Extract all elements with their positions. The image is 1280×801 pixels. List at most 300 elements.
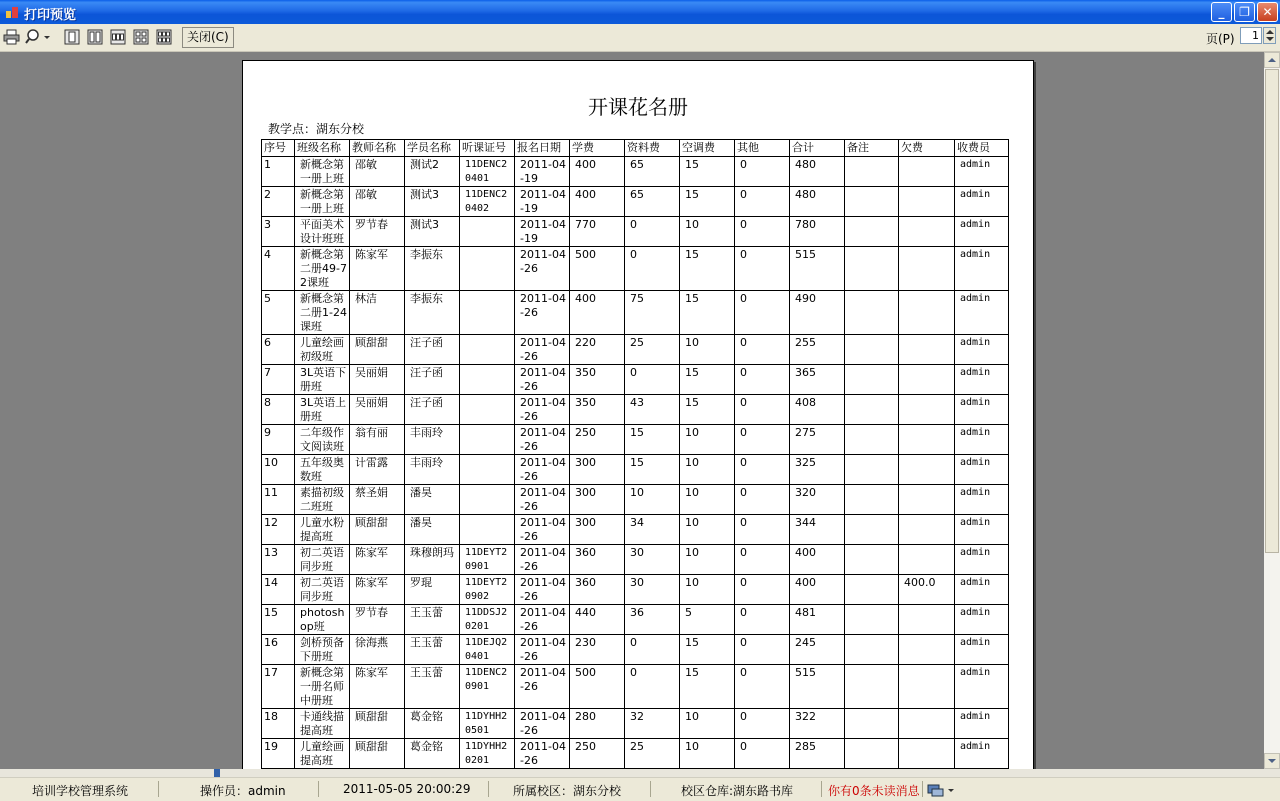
table-cell: [845, 739, 899, 769]
table-cell: 0: [735, 395, 790, 425]
table-cell: [845, 515, 899, 545]
table-cell: 0: [735, 635, 790, 665]
table-cell: 新概念第一册上班: [295, 157, 350, 187]
table-cell: admin: [955, 425, 1009, 455]
table-cell: 儿童水粉提高班: [295, 515, 350, 545]
table-cell: 2011-04-26: [515, 365, 570, 395]
table-cell: 罗节春: [350, 217, 405, 247]
system-name: 培训学校管理系统: [32, 784, 129, 798]
table-cell: 3L英语下册班: [295, 365, 350, 395]
table-cell: 翁有丽: [350, 425, 405, 455]
table-cell: 新概念第一册上班: [295, 187, 350, 217]
table-cell: [845, 635, 899, 665]
table-cell: 480: [790, 187, 845, 217]
table-cell: 0: [625, 365, 680, 395]
table-cell: admin: [955, 665, 1009, 709]
close-preview-button[interactable]: 关闭(C): [182, 27, 234, 48]
table-cell: 11: [262, 485, 295, 515]
table-cell: 剑桥预备下册班: [295, 635, 350, 665]
table-cell: 蔡圣娟: [350, 485, 405, 515]
table-cell: 8: [262, 395, 295, 425]
table-cell: admin: [955, 545, 1009, 575]
table-cell: 350: [570, 365, 625, 395]
teaching-site-label: 教学点：湖东分校: [268, 122, 365, 136]
column-header: 报名日期: [515, 140, 570, 157]
table-cell: [460, 425, 515, 455]
table-cell: 汪子函: [405, 335, 460, 365]
table-cell: 2011-04-26: [515, 545, 570, 575]
three-pages-icon[interactable]: [110, 29, 126, 45]
document-title: 开课花名册: [588, 95, 688, 119]
table-cell: 25: [625, 739, 680, 769]
table-cell: [845, 575, 899, 605]
table-cell: 11DENC20401: [460, 157, 515, 187]
table-cell: 515: [790, 247, 845, 291]
table-cell: 43: [625, 395, 680, 425]
table-cell: [845, 605, 899, 635]
table-cell: 0: [625, 665, 680, 709]
table-cell: [899, 485, 955, 515]
table-cell: [899, 157, 955, 187]
table-cell: 2011-04-26: [515, 635, 570, 665]
maximize-button[interactable]: ❐: [1234, 2, 1255, 22]
table-cell: 2011-04-26: [515, 335, 570, 365]
table-cell: photoshop班: [295, 605, 350, 635]
table-cell: [845, 247, 899, 291]
table-cell: 10: [680, 485, 735, 515]
table-cell: 18: [262, 709, 295, 739]
table-cell: 344: [790, 515, 845, 545]
table-cell: 10: [680, 335, 735, 365]
scroll-down-button[interactable]: [1264, 753, 1280, 769]
one-page-icon[interactable]: [64, 29, 80, 45]
table-row: [262, 291, 1009, 335]
scroll-up-button[interactable]: [1264, 52, 1280, 68]
table-cell: 350: [570, 395, 625, 425]
table-cell: [899, 291, 955, 335]
table-cell: 2011-04-26: [515, 291, 570, 335]
close-window-button[interactable]: ✕: [1257, 2, 1278, 22]
unread-messages-link[interactable]: 你有0条未读消息: [828, 784, 920, 798]
page-label: 页(P): [1206, 32, 1235, 46]
scrollbar-thumb[interactable]: [1265, 69, 1279, 553]
column-header: 空调费: [680, 140, 735, 157]
table-cell: 罗节春: [350, 605, 405, 635]
table-cell: 邵敏: [350, 187, 405, 217]
preview-area: [0, 52, 1264, 769]
table-cell: 15: [680, 635, 735, 665]
table-cell: 0: [735, 605, 790, 635]
table-cell: 9: [262, 425, 295, 455]
table-cell: 19: [262, 739, 295, 769]
table-cell: 平面美术设计班班: [295, 217, 350, 247]
table-cell: 0: [735, 157, 790, 187]
table-cell: 250: [570, 739, 625, 769]
table-cell: 汪子函: [405, 365, 460, 395]
table-cell: 400: [570, 187, 625, 217]
table-cell: 0: [735, 515, 790, 545]
table-cell: admin: [955, 395, 1009, 425]
table-cell: 320: [790, 485, 845, 515]
table-cell: 11DYHH20201: [460, 739, 515, 769]
table-cell: 5: [680, 605, 735, 635]
app-icon: [5, 5, 19, 19]
table-cell: 0: [735, 365, 790, 395]
table-cell: 0: [735, 217, 790, 247]
table-cell: 葛金铭: [405, 709, 460, 739]
roster-table: [261, 139, 1009, 769]
table-cell: 15: [680, 395, 735, 425]
four-pages-icon[interactable]: [133, 29, 149, 45]
table-cell: 285: [790, 739, 845, 769]
table-row: [262, 335, 1009, 365]
table-cell: 潘昊: [405, 515, 460, 545]
table-cell: 11DENC20402: [460, 187, 515, 217]
table-cell: 2011-04-19: [515, 157, 570, 187]
table-cell: admin: [955, 709, 1009, 739]
table-cell: admin: [955, 635, 1009, 665]
column-header: 欠费: [899, 140, 955, 157]
table-cell: admin: [955, 485, 1009, 515]
table-cell: 五年级奥数班: [295, 455, 350, 485]
minimize-button[interactable]: _: [1211, 2, 1232, 22]
table-cell: 0: [735, 455, 790, 485]
table-cell: 吴丽娟: [350, 365, 405, 395]
table-cell: 2011-04-26: [515, 247, 570, 291]
horizontal-scroll-strip: [0, 769, 1280, 777]
chevron-up-icon: [1265, 53, 1279, 67]
column-header: 备注: [845, 140, 899, 157]
table-cell: 7: [262, 365, 295, 395]
zoom-icon[interactable]: [25, 29, 51, 45]
table-cell: admin: [955, 455, 1009, 485]
table-cell: 360: [570, 545, 625, 575]
table-cell: admin: [955, 247, 1009, 291]
table-row: [262, 709, 1009, 739]
table-cell: 10: [680, 709, 735, 739]
print-page: [242, 60, 1034, 769]
column-header: 其他: [735, 140, 790, 157]
table-cell: [899, 455, 955, 485]
page-stepper[interactable]: [1263, 27, 1276, 44]
table-cell: [845, 455, 899, 485]
table-cell: 陈家军: [350, 665, 405, 709]
table-cell: 0: [735, 485, 790, 515]
table-cell: 0: [735, 425, 790, 455]
table-cell: 6: [262, 335, 295, 365]
table-cell: 5: [262, 291, 295, 335]
table-cell: 14: [262, 575, 295, 605]
table-cell: 儿童绘画提高班: [295, 739, 350, 769]
table-cell: 10: [680, 455, 735, 485]
table-cell: 250: [570, 425, 625, 455]
table-cell: 2011-04-26: [515, 605, 570, 635]
table-row: [262, 605, 1009, 635]
stepper-down-icon[interactable]: [1266, 37, 1274, 41]
table-cell: 林洁: [350, 291, 405, 335]
table-cell: 王玉蕾: [405, 635, 460, 665]
table-cell: admin: [955, 217, 1009, 247]
table-cell: 275: [790, 425, 845, 455]
table-cell: 322: [790, 709, 845, 739]
table-cell: 10: [680, 217, 735, 247]
table-cell: 汪子函: [405, 395, 460, 425]
table-cell: 10: [680, 739, 735, 769]
table-row: [262, 425, 1009, 455]
table-cell: 儿童绘画初级班: [295, 335, 350, 365]
table-cell: [899, 187, 955, 217]
table-cell: 0: [735, 247, 790, 291]
six-pages-icon[interactable]: [156, 29, 172, 45]
table-cell: [460, 217, 515, 247]
table-cell: 0: [735, 575, 790, 605]
table-cell: 吴丽娟: [350, 395, 405, 425]
column-header: 学员名称: [405, 140, 460, 157]
table-cell: 2: [262, 187, 295, 217]
table-cell: 初二英语同步班: [295, 575, 350, 605]
table-cell: 360: [570, 575, 625, 605]
window-title: 打印预览: [24, 8, 77, 23]
table-cell: admin: [955, 365, 1009, 395]
table-cell: 2011-04-26: [515, 575, 570, 605]
table-cell: 11DEYT20902: [460, 575, 515, 605]
table-cell: [845, 217, 899, 247]
table-cell: admin: [955, 515, 1009, 545]
table-cell: 顾甜甜: [350, 709, 405, 739]
table-row: [262, 365, 1009, 395]
table-cell: 325: [790, 455, 845, 485]
table-cell: 400: [570, 157, 625, 187]
table-cell: 1: [262, 157, 295, 187]
table-cell: 12: [262, 515, 295, 545]
table-cell: 25: [625, 335, 680, 365]
table-cell: [845, 157, 899, 187]
table-cell: 300: [570, 485, 625, 515]
table-cell: 15: [680, 291, 735, 335]
table-cell: [845, 395, 899, 425]
table-cell: 10: [680, 545, 735, 575]
table-row: [262, 157, 1009, 187]
column-header: 资料费: [625, 140, 680, 157]
table-row: [262, 739, 1009, 769]
table-cell: 2011-04-26: [515, 665, 570, 709]
table-cell: 陈家军: [350, 575, 405, 605]
table-cell: [845, 665, 899, 709]
table-cell: 0: [735, 545, 790, 575]
table-cell: 王玉蕾: [405, 605, 460, 635]
table-cell: 计雷露: [350, 455, 405, 485]
table-cell: 300: [570, 455, 625, 485]
table-cell: 30: [625, 545, 680, 575]
column-header: 序号: [262, 140, 295, 157]
table-cell: 2011-04-19: [515, 217, 570, 247]
table-cell: 素描初级二班班: [295, 485, 350, 515]
column-header: 学费: [570, 140, 625, 157]
table-cell: 3L英语上册班: [295, 395, 350, 425]
table-cell: 新概念第二册1-24课班: [295, 291, 350, 335]
table-row: [262, 455, 1009, 485]
table-cell: admin: [955, 575, 1009, 605]
table-cell: 珠穆朗玛: [405, 545, 460, 575]
table-cell: 测试2: [405, 157, 460, 187]
table-cell: 490: [790, 291, 845, 335]
table-cell: 丰雨玲: [405, 455, 460, 485]
table-cell: [460, 515, 515, 545]
table-cell: [845, 709, 899, 739]
table-row: [262, 515, 1009, 545]
stepper-up-icon[interactable]: [1266, 30, 1274, 34]
status-divider: [821, 781, 822, 797]
table-cell: [460, 395, 515, 425]
table-cell: 0: [735, 335, 790, 365]
print-icon[interactable]: [3, 29, 20, 45]
table-cell: 75: [625, 291, 680, 335]
table-cell: [899, 335, 955, 365]
table-cell: 408: [790, 395, 845, 425]
table-cell: 3: [262, 217, 295, 247]
table-cell: admin: [955, 605, 1009, 635]
table-cell: 440: [570, 605, 625, 635]
table-cell: 罗琨: [405, 575, 460, 605]
table-cell: 0: [735, 739, 790, 769]
table-row: [262, 545, 1009, 575]
table-cell: 17: [262, 665, 295, 709]
table-cell: [460, 247, 515, 291]
table-cell: 0: [735, 187, 790, 217]
table-cell: 新概念第一册名师中册班: [295, 665, 350, 709]
title-bar: [0, 0, 1280, 24]
table-cell: 780: [790, 217, 845, 247]
chevron-down-icon: [1265, 754, 1279, 768]
table-cell: 丰雨玲: [405, 425, 460, 455]
table-cell: [899, 739, 955, 769]
table-cell: 10: [680, 425, 735, 455]
table-cell: 365: [790, 365, 845, 395]
table-cell: 2011-04-19: [515, 187, 570, 217]
table-row: [262, 395, 1009, 425]
table-cell: [899, 545, 955, 575]
table-cell: 515: [790, 665, 845, 709]
table-cell: [899, 247, 955, 291]
table-cell: [460, 335, 515, 365]
table-cell: [460, 291, 515, 335]
table-cell: 230: [570, 635, 625, 665]
table-cell: admin: [955, 335, 1009, 365]
table-cell: 13: [262, 545, 295, 575]
table-cell: 400.0: [899, 575, 955, 605]
table-cell: 36: [625, 605, 680, 635]
table-cell: [899, 709, 955, 739]
table-cell: [845, 187, 899, 217]
two-pages-icon[interactable]: [87, 29, 103, 45]
status-divider: [158, 781, 159, 797]
column-header: 班级名称: [295, 140, 350, 157]
table-cell: [899, 365, 955, 395]
table-cell: 葛金铭: [405, 739, 460, 769]
table-cell: 顾甜甜: [350, 739, 405, 769]
scroll-marker: [214, 769, 220, 777]
status-bar: [0, 777, 1280, 801]
table-row: [262, 217, 1009, 247]
table-cell: 11DEYT20901: [460, 545, 515, 575]
table-cell: 陈家军: [350, 545, 405, 575]
table-cell: [899, 425, 955, 455]
table-cell: 2011-04-26: [515, 709, 570, 739]
table-cell: 顾甜甜: [350, 515, 405, 545]
table-cell: 11DDSJ20201: [460, 605, 515, 635]
table-cell: [460, 485, 515, 515]
table-cell: admin: [955, 187, 1009, 217]
table-cell: [899, 635, 955, 665]
table-cell: 李振东: [405, 291, 460, 335]
table-cell: 15: [625, 425, 680, 455]
table-cell: 30: [625, 575, 680, 605]
table-cell: [899, 665, 955, 709]
table-cell: [845, 485, 899, 515]
table-cell: 300: [570, 515, 625, 545]
table-row: [262, 575, 1009, 605]
table-cell: admin: [955, 739, 1009, 769]
network-dropdown-icon[interactable]: [926, 782, 956, 798]
table-cell: [845, 545, 899, 575]
table-cell: [899, 217, 955, 247]
table-cell: admin: [955, 157, 1009, 187]
table-cell: 481: [790, 605, 845, 635]
table-cell: 潘昊: [405, 485, 460, 515]
table-cell: 255: [790, 335, 845, 365]
table-cell: 400: [790, 545, 845, 575]
table-cell: 0: [625, 247, 680, 291]
table-cell: 2011-04-26: [515, 455, 570, 485]
page-number-input[interactable]: 1: [1240, 27, 1262, 44]
datetime-label: 2011-05-05 20:00:29: [343, 782, 471, 796]
table-header-row: [262, 140, 1009, 157]
preview-toolbar: [0, 24, 1280, 52]
table-cell: 二年级作文阅读班: [295, 425, 350, 455]
table-row: [262, 187, 1009, 217]
table-cell: 245: [790, 635, 845, 665]
table-cell: 0: [625, 635, 680, 665]
table-cell: 400: [790, 575, 845, 605]
table-cell: 15: [680, 187, 735, 217]
table-cell: 2011-04-26: [515, 395, 570, 425]
column-header: 合计: [790, 140, 845, 157]
table-cell: 0: [625, 217, 680, 247]
table-cell: [845, 365, 899, 395]
table-cell: 李振东: [405, 247, 460, 291]
table-row: [262, 485, 1009, 515]
table-cell: [899, 515, 955, 545]
table-cell: 邵敏: [350, 157, 405, 187]
status-divider: [488, 781, 489, 797]
table-cell: 500: [570, 665, 625, 709]
table-cell: 10: [262, 455, 295, 485]
table-cell: 10: [680, 515, 735, 545]
vertical-scrollbar[interactable]: [1264, 52, 1280, 769]
table-cell: 初二英语同步班: [295, 545, 350, 575]
table-cell: 陈家军: [350, 247, 405, 291]
table-cell: [460, 365, 515, 395]
table-cell: admin: [955, 291, 1009, 335]
table-cell: 770: [570, 217, 625, 247]
table-cell: 新概念第二册49-72课班: [295, 247, 350, 291]
table-cell: 11DENC20901: [460, 665, 515, 709]
table-cell: 15: [680, 365, 735, 395]
campus-label: 所属校区：湖东分校: [513, 784, 622, 798]
table-cell: 15: [680, 665, 735, 709]
table-cell: 280: [570, 709, 625, 739]
table-body: [262, 157, 1009, 769]
